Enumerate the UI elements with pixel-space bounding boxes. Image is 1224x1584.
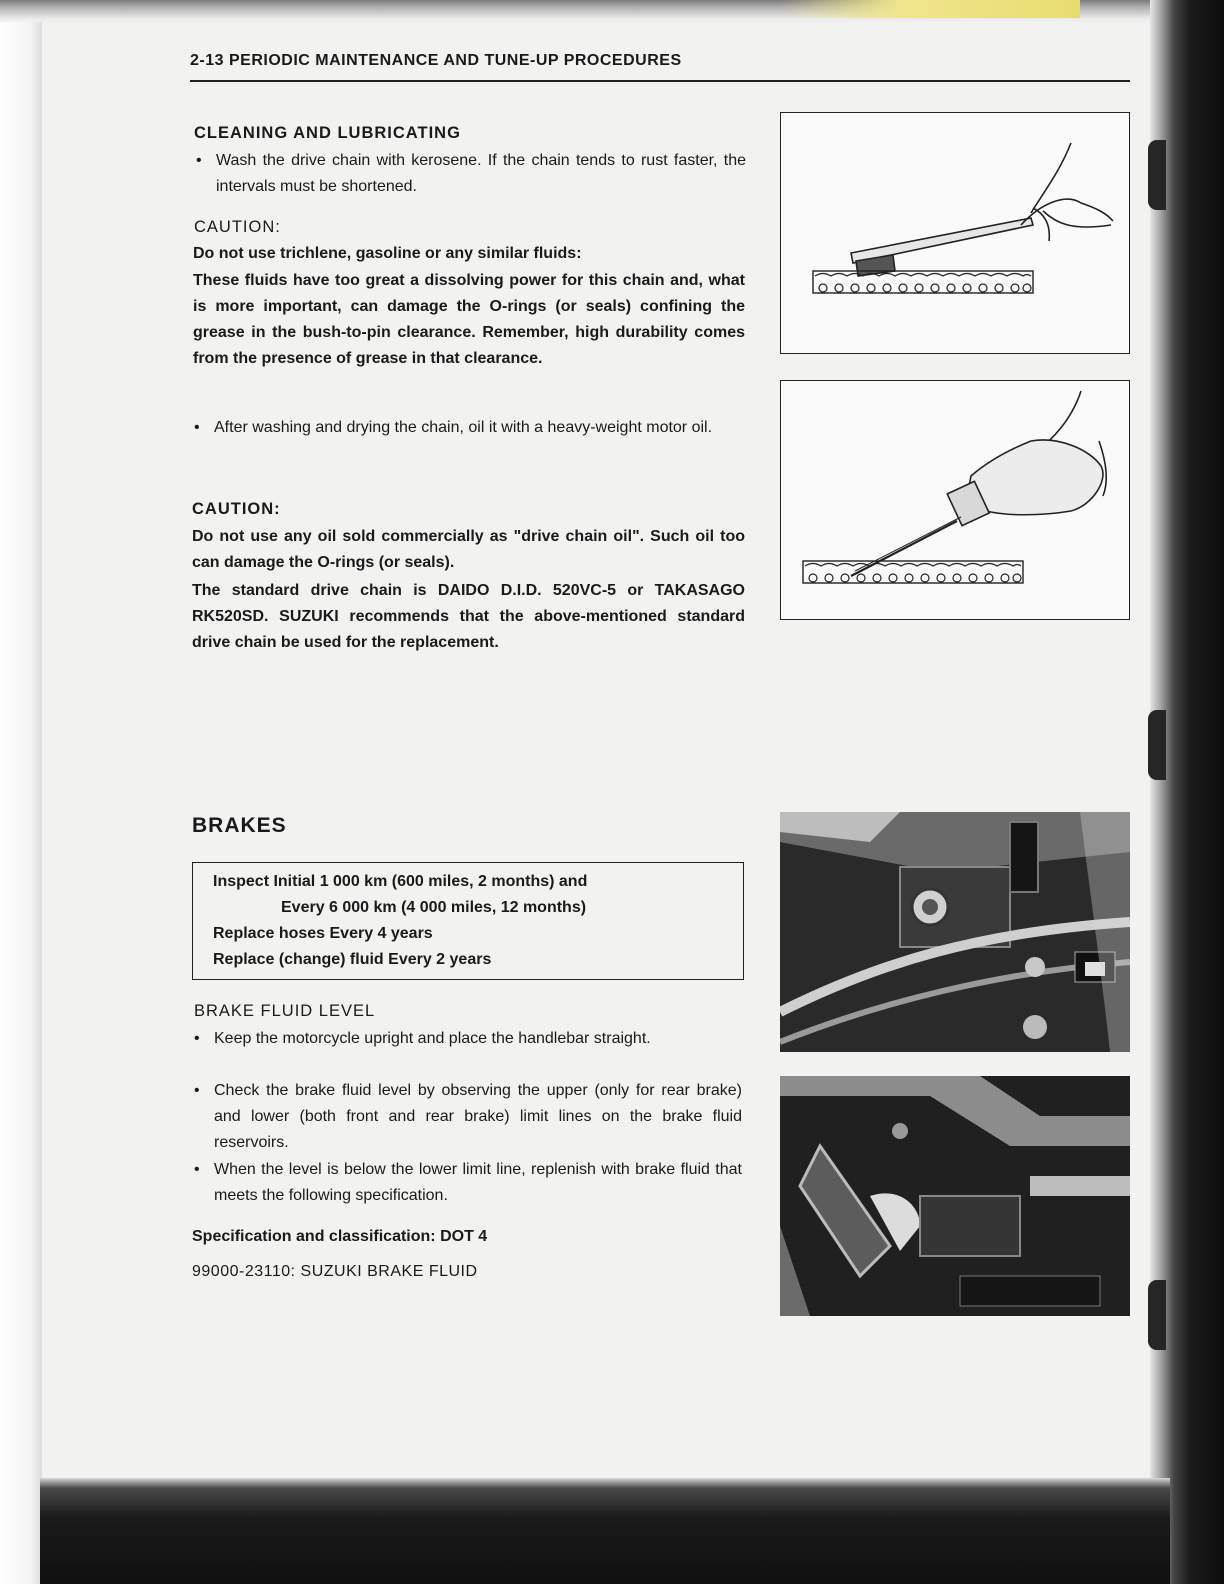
binder-tab-2 bbox=[1148, 710, 1166, 780]
scan-yellow-tab bbox=[780, 0, 1080, 18]
figure-oiler-chain bbox=[780, 380, 1130, 620]
caution-1-text-2: These fluids have too great a dissolving power for this chain and, what is more important, can damage the O-rings (or seals) confining the grease in the bush-to-pin clearance. Remember, high durability comes from the presence of grease in that clearance. bbox=[193, 272, 745, 367]
scan-bottom-edge bbox=[40, 1478, 1170, 1584]
cleaning-bullet-1 bbox=[194, 148, 746, 200]
brakes-title: BRAKES bbox=[192, 814, 287, 837]
schedule-line-2: Every 6 000 km (4 000 miles, 12 months) bbox=[281, 899, 587, 916]
brakes-bullet-1 bbox=[192, 1026, 742, 1052]
caution-2-text-2: The standard drive chain is DAIDO D.I.D. 520VC-5 or TAKASAGO RK520SD. SUZUKI recommends that the above-mentioned standard drive chain be used for the replacement. bbox=[192, 582, 745, 651]
photo-front-brake-reservoir bbox=[780, 812, 1130, 1052]
caution-1-title: CAUTION: bbox=[194, 218, 281, 236]
cleaning-title: CLEANING AND LUBRICATING bbox=[194, 124, 461, 142]
caution-1-text-1: Do not use trichlene, gasoline or any similar fluids: bbox=[193, 245, 582, 262]
page-header-title: 2-13 PERIODIC MAINTENANCE AND TUNE-UP PROCEDURES bbox=[190, 52, 682, 69]
oil-can-illustration bbox=[781, 381, 1129, 619]
schedule-line-3: Replace hoses Every 4 years bbox=[213, 925, 433, 942]
schedule-line-4: Replace (change) fluid Every 2 years bbox=[213, 951, 492, 968]
manual-page bbox=[42, 22, 1150, 1478]
bullet-dot: • bbox=[194, 1161, 200, 1178]
brake-fluid-spec: Specification and classification: DOT 4 bbox=[192, 1228, 488, 1245]
bullet-dot: • bbox=[194, 1030, 200, 1047]
front-brake-photo-art bbox=[780, 812, 1130, 1052]
bullet-dot: • bbox=[194, 419, 200, 436]
caution-2-title: CAUTION: bbox=[192, 500, 281, 518]
brake-fluid-part-number: 99000-23110: SUZUKI BRAKE FLUID bbox=[192, 1263, 478, 1280]
schedule-line-1: Inspect Initial 1 000 km (600 miles, 2 months) and bbox=[213, 873, 588, 890]
bullet-dot: • bbox=[194, 1082, 200, 1099]
binder-tab-3 bbox=[1148, 1280, 1166, 1350]
brakes-bullet-2 bbox=[192, 1078, 742, 1156]
brake-fluid-level-title: BRAKE FLUID LEVEL bbox=[194, 1002, 376, 1020]
cleaning-bullet-2 bbox=[192, 415, 746, 441]
brush-cleaning-illustration bbox=[781, 113, 1129, 353]
brakes-bullet-1-text: Keep the motorcycle upright and place the handlebar straight. bbox=[214, 1030, 651, 1047]
brakes-bullet-2-text: Check the brake fluid level by observing the upper (only for rear brake) and lower (both front and rear brake) limit lines on the brake fluid reservoirs. bbox=[214, 1082, 742, 1151]
page-header bbox=[190, 50, 1130, 82]
caution-2-text-1: Do not use any oil sold commercially as "drive chain oil". Such oil too can damage the O-rings (or seals). bbox=[192, 528, 745, 571]
figure-brush-chain bbox=[780, 112, 1130, 354]
bullet-dot: • bbox=[196, 152, 202, 169]
scan-left-margin bbox=[0, 0, 42, 1584]
brakes-bullet-3 bbox=[192, 1157, 742, 1209]
cleaning-bullet-2-text: After washing and drying the chain, oil it with a heavy-weight motor oil. bbox=[214, 419, 713, 436]
chain-drawing-2 bbox=[803, 561, 1023, 583]
chain-drawing bbox=[813, 271, 1033, 293]
rear-brake-photo-art bbox=[780, 1076, 1130, 1316]
brakes-bullet-3-text: When the level is below the lower limit line, replenish with brake fluid that meets the following specification. bbox=[214, 1161, 742, 1204]
binder-tab-1 bbox=[1148, 140, 1166, 210]
cleaning-bullet-1-text: Wash the drive chain with kerosene. If the chain tends to rust faster, the intervals must be shortened. bbox=[216, 152, 746, 195]
brakes-schedule-box bbox=[192, 862, 744, 980]
photo-rear-brake-reservoir bbox=[780, 1076, 1130, 1316]
